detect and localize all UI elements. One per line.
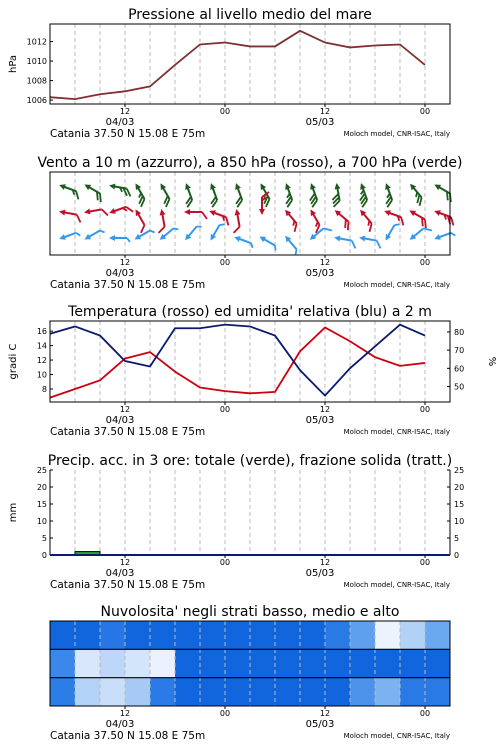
x-tick-label: 00	[219, 258, 231, 267]
cloud-cell	[400, 649, 426, 677]
y-tick-label: 1010	[26, 57, 47, 67]
wind-barb	[84, 206, 108, 220]
barb-arrow	[59, 209, 66, 216]
barb-half-feather	[395, 222, 400, 227]
barb-arrow	[109, 235, 115, 241]
x-tick-label: 12	[319, 107, 331, 116]
cloud-cell	[125, 621, 151, 649]
cloud-cell	[300, 678, 326, 706]
y-tick-label: 20	[36, 483, 47, 492]
y-tick-label: 25	[36, 466, 47, 475]
barb-arrow	[433, 182, 441, 190]
y-tick-label: 5	[41, 534, 47, 543]
cloud-cell	[325, 649, 351, 677]
wind-barb	[257, 234, 279, 251]
barb-feather	[102, 209, 108, 217]
wind-barb	[405, 182, 427, 206]
x-tick-label: 12	[319, 405, 331, 414]
cloud-cell	[225, 649, 251, 677]
barb-arrow	[433, 234, 441, 242]
x-tick-label: 00	[219, 107, 231, 116]
location-label: Catania 37.50 N 15.08 E 75m	[50, 426, 206, 438]
cloud-cell	[400, 621, 426, 649]
plot-frame	[50, 24, 450, 104]
barb-feather	[202, 212, 207, 219]
barb-arrow	[383, 208, 391, 216]
y-tick-label: 15	[36, 500, 47, 509]
y2-tick-label: 10	[454, 517, 465, 526]
barb-arrow	[133, 182, 141, 190]
wind-barb	[155, 209, 169, 233]
barb-arrow	[108, 208, 116, 216]
cloud-cell	[50, 649, 76, 677]
cloud-cell	[350, 678, 376, 706]
x-date-label: 05/03	[305, 415, 335, 426]
cloud-cell	[125, 649, 151, 677]
cloud-cell	[100, 621, 126, 649]
wind-barb	[233, 234, 255, 248]
wind-barb	[133, 226, 155, 243]
wind-barb	[282, 234, 301, 255]
barb-arrow	[308, 208, 316, 216]
wind-barb	[433, 229, 455, 243]
wind-barb	[355, 208, 377, 232]
cloud-cell	[225, 621, 251, 649]
x-date-label: 04/03	[105, 719, 135, 730]
barb-arrow	[183, 182, 191, 190]
wind-barb	[229, 182, 246, 207]
location-label: Catania 37.50 N 15.08 E 75m	[50, 279, 206, 291]
cloud-cell	[375, 649, 401, 677]
x-tick-label: 12	[319, 558, 331, 567]
humidity-line	[50, 325, 425, 396]
barb-arrow	[159, 209, 166, 216]
barb-feather	[376, 241, 382, 249]
barb-arrow	[133, 234, 141, 242]
location-label: Catania 37.50 N 15.08 E 75m	[50, 579, 206, 591]
cloud-cell	[300, 649, 326, 677]
x-tick-label: 12	[119, 405, 131, 414]
barb-arrow	[208, 234, 216, 242]
location-label: Catania 37.50 N 15.08 E 75m	[50, 128, 206, 140]
location-label: Catania 37.50 N 15.08 E 75m	[50, 730, 206, 742]
barb-half-feather	[173, 226, 178, 231]
wind-barb	[333, 235, 357, 249]
x-tick-label: 00	[419, 107, 431, 116]
barb-arrow	[433, 208, 441, 216]
y2-tick-label: 80	[454, 327, 465, 337]
cloud-cell	[200, 649, 226, 677]
x-tick-label: 00	[419, 258, 431, 267]
temperature-line	[50, 328, 425, 398]
x-date-label: 04/03	[105, 268, 135, 279]
wind-barb	[383, 221, 400, 243]
barb-arrow	[234, 209, 241, 216]
wind-barb	[406, 208, 431, 228]
barb-arrow	[158, 182, 166, 190]
x-tick-label: 12	[319, 258, 331, 267]
wind-barb	[279, 182, 296, 207]
wind-barb	[354, 182, 371, 207]
wind-barb	[184, 209, 207, 219]
x-date-label: 04/03	[105, 568, 135, 579]
barb-feather	[323, 225, 331, 234]
y-tick-label: 10	[36, 517, 47, 526]
cloud-cell	[175, 621, 201, 649]
cloud-cell	[250, 649, 276, 677]
barb-half-feather	[273, 246, 278, 251]
cloud-cell	[425, 621, 451, 649]
cloud-cell	[375, 621, 401, 649]
y-tick-label: 1012	[26, 37, 47, 47]
y-tick-label: 0	[41, 551, 47, 560]
y2-tick-label: 60	[454, 364, 465, 374]
cloud-cell	[275, 649, 301, 677]
x-tick-label: 00	[219, 709, 231, 718]
y-tick-label: 8	[41, 384, 47, 394]
barb-feather	[126, 205, 133, 213]
panel-clouds	[50, 604, 451, 742]
x-tick-label: 00	[219, 558, 231, 567]
credit-label: Moloch model, CNR-ISAC, Italy	[343, 732, 450, 740]
barb-half-feather	[150, 229, 155, 234]
credit-label: Moloch model, CNR-ISAC, Italy	[343, 428, 450, 436]
x-tick-label: 00	[419, 405, 431, 414]
y-axis-label: mm	[8, 502, 19, 523]
x-tick-label: 12	[319, 709, 331, 718]
cloud-cell	[200, 621, 226, 649]
barb-arrow	[258, 234, 266, 242]
cloud-cell	[425, 649, 451, 677]
cloud-cell	[175, 649, 201, 677]
x-tick-label: 12	[119, 258, 131, 267]
wind-barb	[57, 182, 82, 199]
barb-feather	[158, 227, 166, 233]
barb-arrow	[334, 235, 341, 242]
y-tick-label: 10	[36, 370, 47, 380]
barb-arrow	[83, 182, 91, 190]
wind-barb	[129, 182, 149, 207]
cloud-cell	[50, 678, 76, 706]
cloud-cell	[325, 621, 351, 649]
wind-barb	[408, 223, 432, 245]
y2-tick-label: 20	[454, 483, 465, 492]
cloud-cell	[150, 621, 176, 649]
wind-barb	[81, 182, 106, 202]
cloud-cell	[350, 649, 376, 677]
cloud-cell	[150, 649, 176, 677]
wind-barb	[108, 202, 133, 219]
cloud-cell	[75, 678, 101, 706]
x-date-label: 04/03	[105, 117, 135, 128]
panel-pressure	[8, 7, 450, 140]
y-tick-label: 1006	[26, 96, 47, 106]
wind-barb	[204, 182, 221, 207]
x-tick-label: 00	[419, 558, 431, 567]
wind-barb	[158, 224, 179, 243]
barb-arrow	[233, 234, 241, 242]
x-date-label: 05/03	[305, 719, 335, 730]
wind-barb	[183, 222, 202, 243]
wind-barb	[280, 208, 302, 232]
barb-arrow	[358, 182, 366, 190]
wind-barb	[432, 208, 457, 225]
wind-barb	[358, 235, 382, 249]
y2-tick-label: 25	[454, 466, 465, 475]
barb-arrow	[359, 235, 366, 242]
cloud-cell	[350, 621, 376, 649]
y2-tick-label: 5	[454, 534, 460, 543]
panel-title: Precip. acc. in 3 ore: totale (verde), frazione solida (tratt.)	[47, 453, 453, 469]
cloud-cell	[400, 678, 426, 706]
x-date-label: 04/03	[105, 415, 135, 426]
y-tick-label: 12	[36, 356, 47, 366]
cloud-cell	[225, 678, 251, 706]
cloud-cell	[175, 678, 201, 706]
x-date-label: 05/03	[305, 268, 335, 279]
wind-barb	[83, 226, 105, 243]
barb-arrow	[133, 208, 141, 216]
barb-feather	[138, 225, 147, 233]
cloud-cell	[375, 678, 401, 706]
wind-barb	[382, 208, 407, 225]
panel-title: Vento a 10 m (azzurro), a 850 hPa (rosso), a 700 hPa (verde)	[37, 155, 463, 171]
barb-arrow	[208, 208, 216, 216]
barb-arrow	[259, 209, 265, 215]
barb-arrow	[109, 183, 116, 190]
barb-arrow	[208, 182, 216, 190]
barb-arrow	[334, 183, 341, 190]
y-tick-label: 16	[36, 327, 47, 337]
panel-title: Nuvolosita' negli strati basso, medio e alto	[100, 604, 400, 620]
wind-barb	[154, 182, 174, 207]
cloud-cell	[275, 621, 301, 649]
cloud-cell	[425, 678, 451, 706]
cloud-cell	[125, 678, 151, 706]
cloud-cell	[275, 678, 301, 706]
credit-label: Moloch model, CNR-ISAC, Italy	[343, 281, 450, 289]
wind-barb	[330, 183, 344, 207]
y2-tick-label: 50	[454, 382, 465, 392]
x-tick-label: 12	[119, 709, 131, 718]
cloud-cell	[75, 621, 101, 649]
credit-label: Moloch model, CNR-ISAC, Italy	[343, 581, 450, 589]
y2-tick-label: 15	[454, 500, 465, 509]
wind-barb	[109, 235, 130, 242]
panel-title: Temperatura (rosso) ed umidita' relativa (blu) a 2 m	[68, 304, 432, 320]
barb-arrow	[383, 234, 391, 242]
y2-axis-label: %	[486, 356, 497, 367]
wind-barb	[379, 182, 396, 207]
barb-arrow	[383, 182, 391, 190]
wind-barb	[431, 182, 456, 202]
barb-half-feather	[220, 222, 225, 227]
barb-half-feather	[294, 249, 299, 254]
cloud-cell	[250, 678, 276, 706]
y-axis-label: hPa	[8, 54, 19, 74]
cloud-cell	[250, 621, 276, 649]
barb-arrow	[408, 208, 416, 216]
x-tick-label: 12	[119, 558, 131, 567]
cloud-cell	[100, 649, 126, 677]
wind-barb	[58, 209, 82, 223]
barb-half-feather	[100, 229, 105, 234]
x-tick-label: 00	[219, 405, 231, 414]
wind-barb	[230, 209, 244, 233]
panel-title: Pressione al livello medio del mare	[128, 7, 372, 23]
wind-barb	[304, 182, 321, 207]
cloud-cell	[300, 621, 326, 649]
cloud-cell	[100, 678, 126, 706]
panel-wind	[37, 155, 462, 291]
panel-temperature	[8, 304, 497, 438]
wind-barb	[108, 183, 132, 197]
cloud-cell	[325, 678, 351, 706]
barb-arrow	[58, 234, 66, 242]
y2-tick-label: 0	[454, 551, 460, 560]
x-date-label: 05/03	[305, 117, 335, 128]
y-axis-label: gradi C	[8, 343, 19, 380]
barb-half-feather	[76, 232, 80, 237]
wind-barb	[330, 208, 354, 230]
barb-arrow	[283, 182, 291, 190]
y-tick-label: 14	[36, 341, 47, 351]
cloud-cell	[50, 621, 76, 649]
y-tick-label: 1008	[26, 76, 47, 86]
wind-barb	[208, 221, 225, 243]
barb-half-feather	[127, 238, 130, 242]
x-tick-label: 12	[119, 107, 131, 116]
pressure-line	[50, 31, 425, 99]
wind-barb	[179, 182, 196, 207]
barb-half-feather	[451, 232, 455, 237]
barb-feather	[351, 241, 357, 249]
barb-arrow	[83, 234, 91, 242]
cloud-cell	[150, 678, 176, 706]
cloud-cell	[200, 678, 226, 706]
barb-feather	[233, 227, 241, 233]
barb-arrow	[258, 182, 266, 190]
barb-feather	[423, 225, 431, 234]
barb-arrow	[184, 209, 190, 215]
barb-arrow	[308, 182, 316, 190]
x-tick-label: 00	[419, 709, 431, 718]
barb-half-feather	[197, 224, 202, 229]
credit-label: Moloch model, CNR-ISAC, Italy	[343, 130, 450, 138]
barb-arrow	[58, 182, 66, 190]
x-date-label: 05/03	[305, 568, 335, 579]
wind-barb	[58, 229, 80, 243]
cloud-cell	[75, 649, 101, 677]
barb-arrow	[84, 209, 91, 216]
panel-precip	[8, 453, 464, 591]
barb-arrow	[233, 182, 241, 190]
wind-barb	[207, 208, 232, 225]
y2-tick-label: 70	[454, 346, 465, 356]
barb-feather	[76, 215, 82, 223]
